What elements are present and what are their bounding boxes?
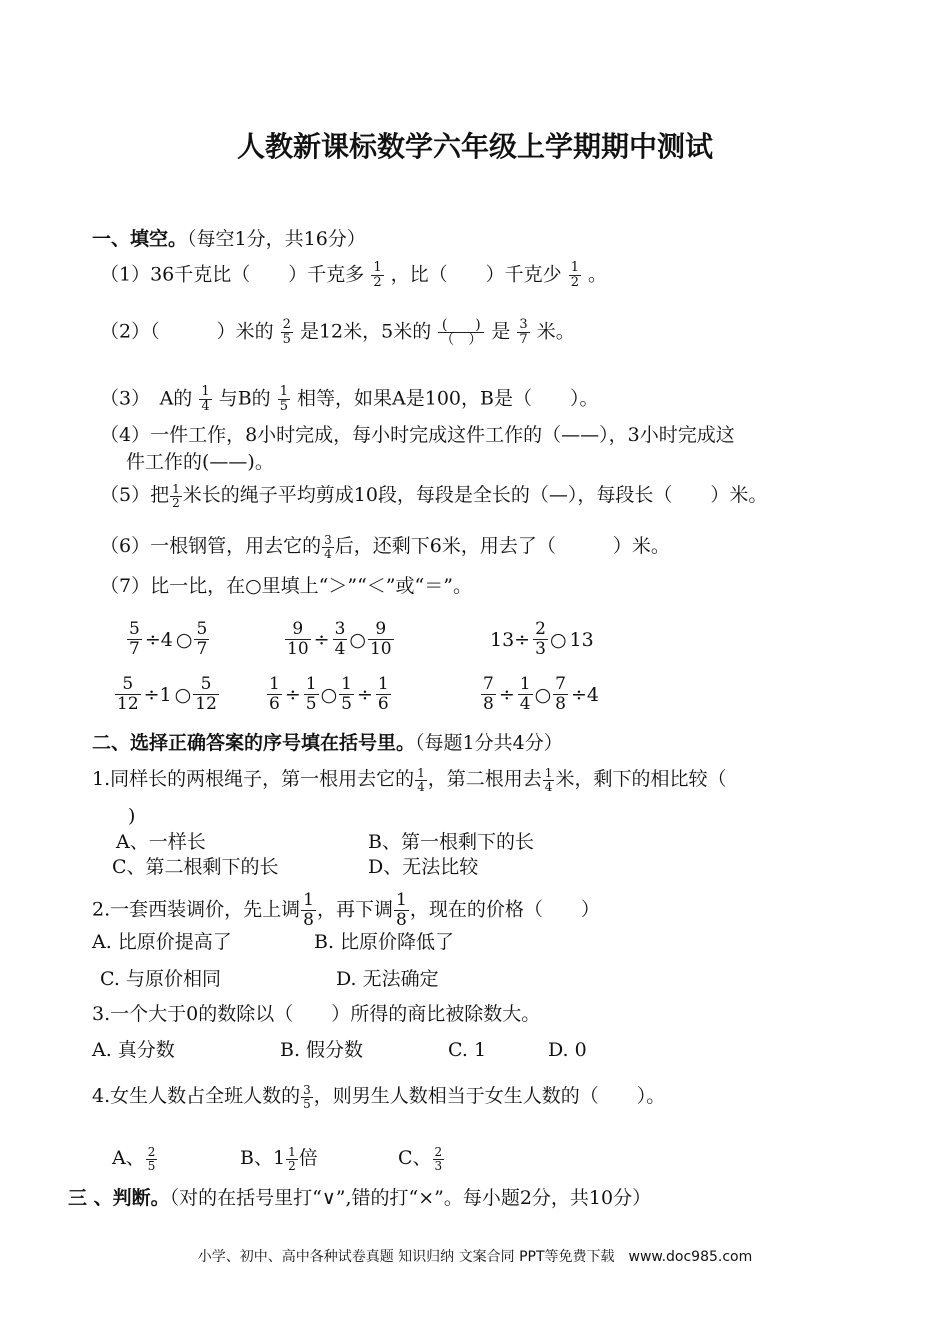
q2-1-text-c: 米，剩下的相比较（	[555, 768, 727, 790]
question-1-4-line2: 件工作的(——)。	[126, 451, 274, 473]
fraction: $\frac{3}{4}$	[324, 532, 332, 561]
fraction: $\frac{1}{4}$	[201, 384, 210, 414]
q1-1-text-b: ，比（ ）千克少	[390, 263, 562, 286]
fraction: $\frac{1}{5}$	[279, 384, 288, 414]
compare-r1c1: $\frac{5}{7}$ ÷4 ○ $\frac{5}{7}$	[129, 619, 208, 659]
compare-r1c2: $\frac{9}{10}$ ÷ $\frac{3}{4}$ ○ $\frac{9}{10}$	[287, 619, 392, 659]
q1-5-text-b: 米长的绳子平均剪成10段，每段是全长的（—），每段长（ ）米。	[182, 484, 768, 506]
question-1-6	[100, 533, 670, 561]
fraction: $\frac{1}{8}$	[303, 890, 314, 930]
q2-4-option-b: B、1 $\frac{1}{2}$ 倍	[240, 1144, 318, 1173]
q2-4-option-c: C、 $\frac{2}{3}$	[398, 1144, 443, 1173]
q2-2-option-d: D. 无法确定	[336, 968, 439, 990]
q2-3-option-c: C. 1	[448, 1039, 487, 1061]
q2-3-option-d: D. 0	[548, 1039, 587, 1061]
section1-heading	[92, 226, 366, 252]
q1-3-text-b: 与B的	[218, 387, 271, 410]
section3-note: （对的在括号里打“∨”,错的打“×”。每小题2分，共10分）	[169, 1187, 652, 1209]
q1-3-text-a: （3） A的	[100, 387, 193, 410]
fraction: $\frac{3}{7}$	[519, 317, 528, 347]
section3-heading	[68, 1185, 651, 1211]
compare-r2c3: $\frac{7}{8}$ ÷ $\frac{1}{4}$ ○ $\frac{7}{8}$ ÷4	[483, 674, 600, 714]
fraction: $\frac{1}{2}$	[570, 260, 579, 290]
compare-r2c2: $\frac{1}{6}$ ÷ $\frac{1}{5}$ ○ $\frac{1}{5}$ ÷ $\frac{1}{6}$	[269, 674, 389, 714]
q2-1-option-a: A、一样长	[116, 831, 206, 853]
section1-note: （每空1分，共16分）	[187, 228, 366, 250]
fraction: $\frac{1}{8}$	[395, 890, 407, 930]
page-title: 人教新课标数学六年级上学期期中测试	[236, 130, 713, 163]
q1-1-text-a: （1）36千克比（ ）千克多	[100, 263, 365, 286]
q2-1-option-c: C、第二根剩下的长	[112, 856, 279, 878]
question-1-1	[100, 261, 607, 290]
q2-1-text-a: 1.同样长的两根绳子，第一根用去它的	[92, 768, 415, 790]
question-2-2	[92, 891, 600, 930]
section2-note: （每题1分共4分）	[415, 732, 563, 754]
fraction: $\frac{1}{2}$	[373, 260, 382, 290]
question-2-4	[92, 1083, 665, 1111]
q1-6-text-a: （6）一根钢管，用去它的	[100, 535, 322, 557]
q1-3-text-c: 相等，如果A是100，B是（ ）。	[297, 387, 599, 410]
section1-title: 一、填空。	[92, 228, 188, 250]
q2-4-text-a: 4.女生人数占全班人数的	[92, 1085, 301, 1107]
q2-2-text-b: ，再下调	[316, 898, 393, 921]
q1-1-text-c: 。	[588, 263, 608, 286]
question-2-1	[92, 766, 726, 794]
q1-2-text-b: 是12米，5米的	[299, 320, 432, 343]
fraction: $\frac{1}{4}$	[544, 765, 553, 794]
question-1-3	[100, 385, 598, 414]
question-1-7: （7）比一比，在○里填上“＞”“＜”或“＝”。	[100, 575, 472, 597]
question-2-3: 3.一个大于0的数除以（ ）所得的商比被除数大。	[92, 1003, 541, 1025]
blank-fraction: $\frac{( )}{( )}$	[440, 317, 483, 348]
q2-2-option-b: B. 比原价降低了	[314, 931, 455, 953]
question-2-1-line2: )	[128, 805, 136, 827]
fraction: $\frac{1}{2}$	[172, 481, 180, 510]
q2-4-option-a: A、 $\frac{2}{5}$	[112, 1144, 156, 1173]
compare-r1c3: 13÷ $\frac{2}{3}$ ○ 13	[490, 619, 594, 659]
fraction: $\frac{3}{5}$	[303, 1082, 311, 1111]
q2-3-option-a: A. 真分数	[92, 1039, 175, 1061]
q2-3-option-b: B. 假分数	[280, 1039, 364, 1061]
q2-1-option-d: D、无法比较	[368, 856, 479, 878]
q2-2-text-a: 2.一套西装调价，先上调	[92, 898, 301, 921]
q2-2-text-c: ，现在的价格（ ）	[409, 898, 600, 921]
question-1-4-line1: （4）一件工作，8小时完成，每小时完成这件工作的（——），3小时完成这	[100, 424, 735, 446]
q2-1-text-b: ，第二根用去	[427, 768, 542, 790]
section2-title: 二、选择正确答案的序号填在括号里。	[92, 732, 416, 754]
compare-r2c1: $\frac{5}{12}$ ÷1 ○ $\frac{5}{12}$	[117, 674, 217, 714]
fraction: $\frac{1}{4}$	[417, 765, 425, 794]
q2-1-option-b: B、第一根剩下的长	[368, 831, 534, 853]
section3-title: 三 、判断。	[68, 1187, 170, 1209]
section2-heading	[92, 730, 563, 756]
footer: 小学、初中、高中各种试卷真题 知识归纳 文案合同 PPT等免费下载 www.doc985.com	[197, 1249, 753, 1265]
q1-2-text-d: 米。	[536, 320, 575, 343]
q2-2-option-a: A. 比原价提高了	[92, 931, 232, 953]
q1-6-text-b: 后，还剩下6米，用去了（ ）米。	[334, 535, 670, 557]
question-1-2	[100, 318, 575, 347]
q2-4-text-b: ，则男生人数相当于女生人数的（ ）。	[313, 1085, 666, 1107]
q1-2-text-a: （2）（ ）米的	[100, 320, 274, 343]
q1-5-text-a: （5）把	[100, 484, 170, 506]
q1-2-text-c: 是	[491, 320, 511, 343]
question-1-5	[100, 482, 767, 510]
q2-2-option-c: C. 与原价相同	[100, 968, 221, 990]
fraction: $\frac{2}{5}$	[282, 317, 291, 347]
